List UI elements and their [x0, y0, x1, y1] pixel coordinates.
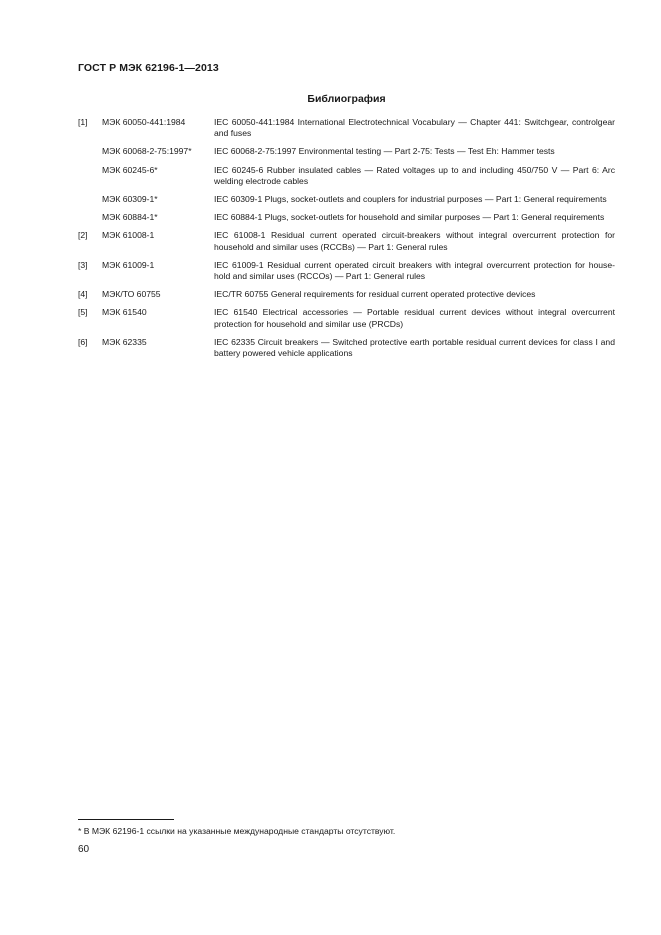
entry-description: IEC 62335 Circuit breakers — Switched protective earth portable residual current devices for class I and battery powered vehicle applications — [214, 336, 615, 359]
document-header: ГОСТ Р МЭК 62196-1—2013 — [78, 62, 219, 74]
entry-code: МЭК 62335 — [102, 336, 147, 347]
entry-number: [2] — [78, 230, 88, 241]
entry-number: [5] — [78, 307, 88, 318]
entry-description: IEC 61008-1 Residual current operated circuit-breakers without integral overcurrent protection for household and similar uses (RCCBs) — Part 1: General rules — [214, 230, 615, 252]
entry-code: МЭК 61009-1 — [102, 259, 155, 270]
entry-number: [3] — [78, 259, 88, 270]
entry-code: МЭК 60068-2-75:1997* — [102, 146, 192, 157]
entry-number: [1] — [78, 117, 88, 127]
entry-number: [4] — [78, 289, 88, 300]
entry-description: IEC 60884-1 Plugs, socket-outlets for household and similar purposes — Part 1: General requirements — [214, 212, 605, 223]
entry-number: [6] — [78, 336, 88, 347]
entry-description: IEC 60245-6 Rubber insulated cables — Rated voltages up to and including 450/750 V — Part 6: Arc welding electrode cables — [214, 164, 615, 186]
bibliography-list — [78, 117, 615, 366]
entry-code: МЭК 60309-1* — [102, 194, 158, 205]
entry-code: МЭК 61540 — [102, 307, 147, 318]
bibliography-entry — [78, 230, 615, 252]
entry-description: IEC/TR 60755 General requirements for residual current operated protective devices — [214, 289, 536, 300]
bibliography-entry — [78, 194, 615, 205]
entry-description: IEC 61009-1 Residual current operated circuit breakers with integral overcurrent protection for house-hold and similar uses (RCCOs) — Part 1: General rules — [214, 259, 615, 282]
entry-description: IEC 60068-2-75:1997 Environmental testing — Part 2-75: Tests — Test Eh: Hammer tests — [214, 146, 555, 157]
entry-code: МЭК 60884-1* — [102, 212, 158, 223]
entry-code: МЭК 61008-1 — [102, 230, 155, 241]
footnote-divider — [78, 819, 174, 820]
footnote: * В МЭК 62196-1 ссылки на указанные международные стандарты отсутствуют. — [78, 826, 396, 836]
entry-code: МЭК 60245-6* — [102, 164, 158, 175]
entry-description: IEC 61540 Electrical accessories — Portable residual current devices without integral overcurrent protection for household and similar use (PRCDs) — [214, 307, 615, 329]
bibliography-entry — [78, 146, 615, 157]
bibliography-entry — [78, 117, 615, 139]
bibliography-entry — [78, 212, 615, 223]
page-number: 60 — [78, 844, 90, 855]
bibliography-entry — [78, 289, 615, 300]
entry-code: МЭК/ТО 60755 — [102, 289, 161, 300]
bibliography-entry — [78, 337, 615, 359]
entry-description: IEC 60050-441:1984 International Electrotechnical Vocabulary — Chapter 441: Switchgear, controlgear and fuses — [214, 117, 615, 139]
entry-code: МЭК 60050-441:1984 — [102, 117, 186, 127]
bibliography-entry — [78, 260, 615, 282]
entry-description: IEC 60309-1 Plugs, socket-outlets and couplers for industrial purposes — Part 1: General requirements — [214, 194, 607, 205]
section-title: Библиография — [307, 93, 386, 105]
bibliography-entry — [78, 307, 615, 329]
bibliography-entry — [78, 165, 615, 187]
